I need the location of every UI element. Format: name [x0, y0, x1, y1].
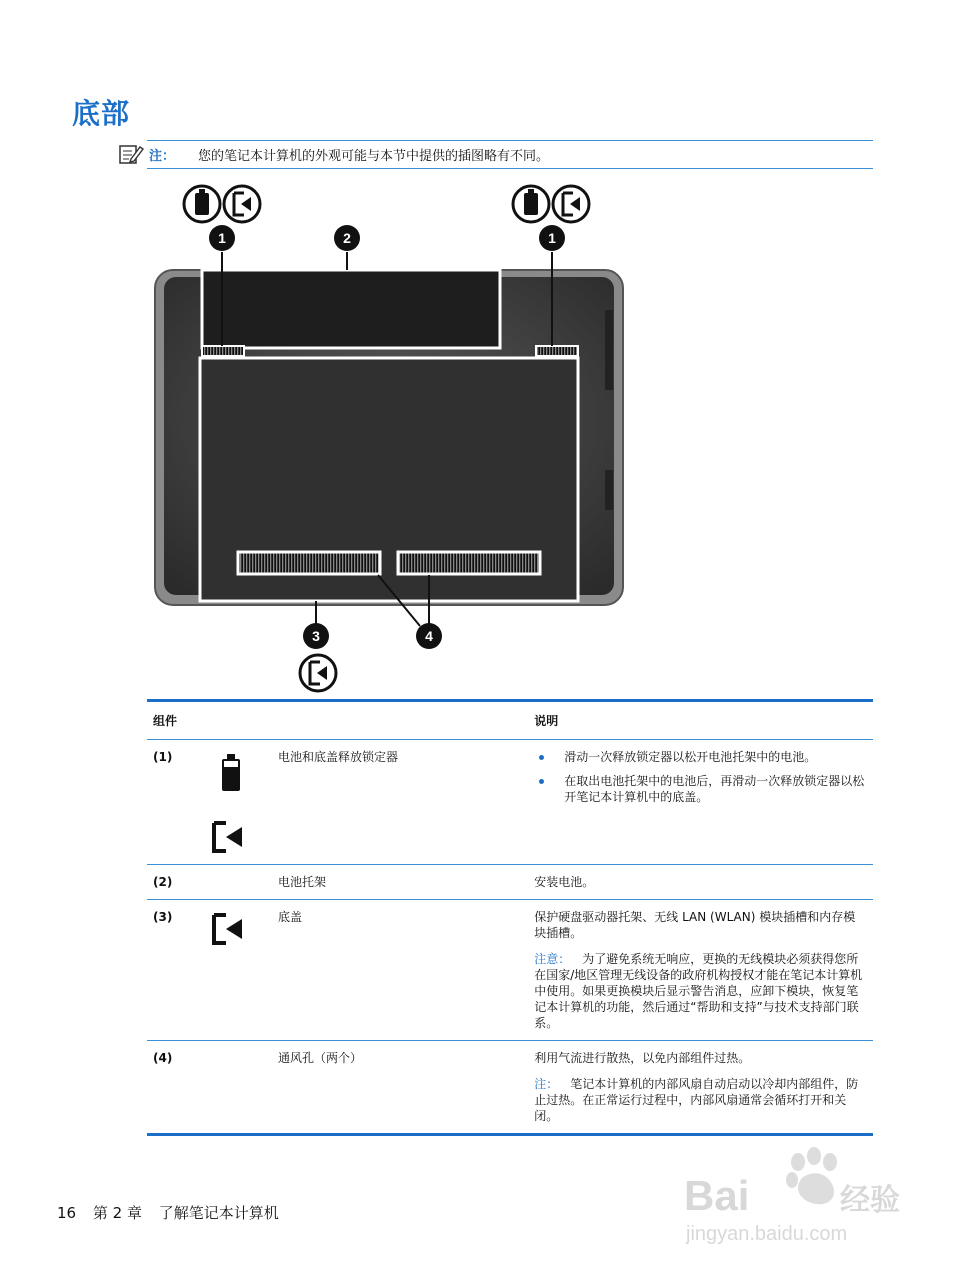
- page-footer: [57, 1202, 291, 1223]
- row-name: 电池和底盖释放锁定器: [272, 740, 528, 865]
- battery-bay: [202, 270, 500, 348]
- table-row: [147, 1041, 873, 1135]
- page-number: 16: [57, 1204, 77, 1222]
- callout-4: [416, 623, 442, 649]
- callout-3: [303, 623, 329, 649]
- description-text: 保护硬盘驱动器托架、无线 LAN (WLAN) 模块插槽和内存模块插槽。: [534, 910, 856, 940]
- row-icons: [200, 1041, 272, 1135]
- release-latch-icon: [210, 819, 250, 855]
- table-row: [147, 865, 873, 900]
- list-item: 滑动一次释放锁定器以松开电池托架中的电池。: [534, 749, 867, 765]
- callout-1-left: [209, 225, 235, 251]
- row-description: [528, 900, 873, 1041]
- row-name: 底盖: [272, 900, 528, 1041]
- release-latch-icon: [210, 911, 250, 947]
- row-icons: [200, 865, 272, 900]
- callout-2: [334, 225, 360, 251]
- note: [534, 1076, 867, 1124]
- header-description: 说明: [528, 701, 873, 740]
- svg-text:2: 2: [343, 230, 351, 246]
- svg-text:1: 1: [218, 230, 226, 246]
- row-description: [528, 740, 873, 865]
- row-number: (1): [147, 740, 200, 865]
- row-icons: [200, 900, 272, 1041]
- svg-text:经验: 经验: [840, 1183, 900, 1218]
- caution-text: 为了避免系统无响应，更换的无线模块必须获得您所在国家/地区管理无线设备的政府机构授权才能在笔记本计算机中使用。如果更换模块后显示警告消息，应卸下模块，恢复笔记本计算机的功能，然后通过“帮助和支持”与技术支持部门联系。: [534, 952, 863, 1030]
- row-icons: [200, 740, 272, 865]
- laptop-bottom-diagram: [150, 180, 630, 700]
- row-description: [528, 1041, 873, 1135]
- list-item: 在取出电池托架中的电池后，再滑动一次释放锁定器以松开笔记本计算机中的底盖。: [534, 773, 867, 805]
- release-icon-bottom: [300, 655, 336, 691]
- vent-left: [238, 552, 380, 574]
- vent-right: [398, 552, 540, 574]
- row-number: (3): [147, 900, 200, 1041]
- battery-icon-right: [513, 186, 549, 222]
- component-table: [147, 699, 873, 1136]
- row-number: (2): [147, 865, 200, 900]
- release-icon-left: [224, 186, 260, 222]
- baidu-watermark-logo: [680, 1140, 920, 1250]
- table-row: [147, 740, 873, 865]
- callout-1-right: [539, 225, 565, 251]
- description-text: 利用气流进行散热，以免内部组件过热。: [534, 1051, 751, 1065]
- svg-text:4: 4: [425, 628, 433, 644]
- table-header-row: [147, 701, 873, 740]
- note-text: 笔记本计算机的内部风扇自动启动以冷却内部组件，防止过热。在正常运行过程中，内部风扇通常会循环打开和关闭。: [534, 1077, 859, 1123]
- svg-text:jingyan.baidu.com: jingyan.baidu.com: [686, 1223, 848, 1245]
- chapter-title: 了解笔记本计算机: [158, 1204, 279, 1222]
- caution-note: [534, 951, 867, 1031]
- note-label: 注：: [534, 1077, 559, 1091]
- header-component: 组件: [147, 701, 528, 740]
- release-latch-left: [202, 346, 244, 356]
- chapter-label: 第 2 章: [92, 1204, 142, 1222]
- note-pencil-icon: [118, 142, 144, 166]
- battery-icon-left: [184, 186, 220, 222]
- table-row: [147, 900, 873, 1041]
- row-description: 安装电池。: [528, 865, 873, 900]
- row-name: 通风孔（两个）: [272, 1041, 528, 1135]
- svg-text:1: 1: [548, 230, 556, 246]
- row-name: 电池托架: [272, 865, 528, 900]
- row-number: (4): [147, 1041, 200, 1135]
- note-label: 注：: [149, 149, 176, 164]
- svg-text:Bai: Bai: [684, 1172, 750, 1219]
- page-title: 底部: [72, 97, 131, 130]
- svg-text:3: 3: [312, 628, 320, 644]
- release-icon-right: [553, 186, 589, 222]
- battery-icon: [218, 753, 244, 793]
- release-latch-right: [536, 346, 578, 356]
- note-text: 您的笔记本计算机的外观可能与本节中提供的插图略有不同。: [198, 149, 550, 164]
- note-bottom-rule: [147, 168, 873, 169]
- caution-label: 注意：: [534, 952, 571, 966]
- note-top-rule: [147, 140, 873, 141]
